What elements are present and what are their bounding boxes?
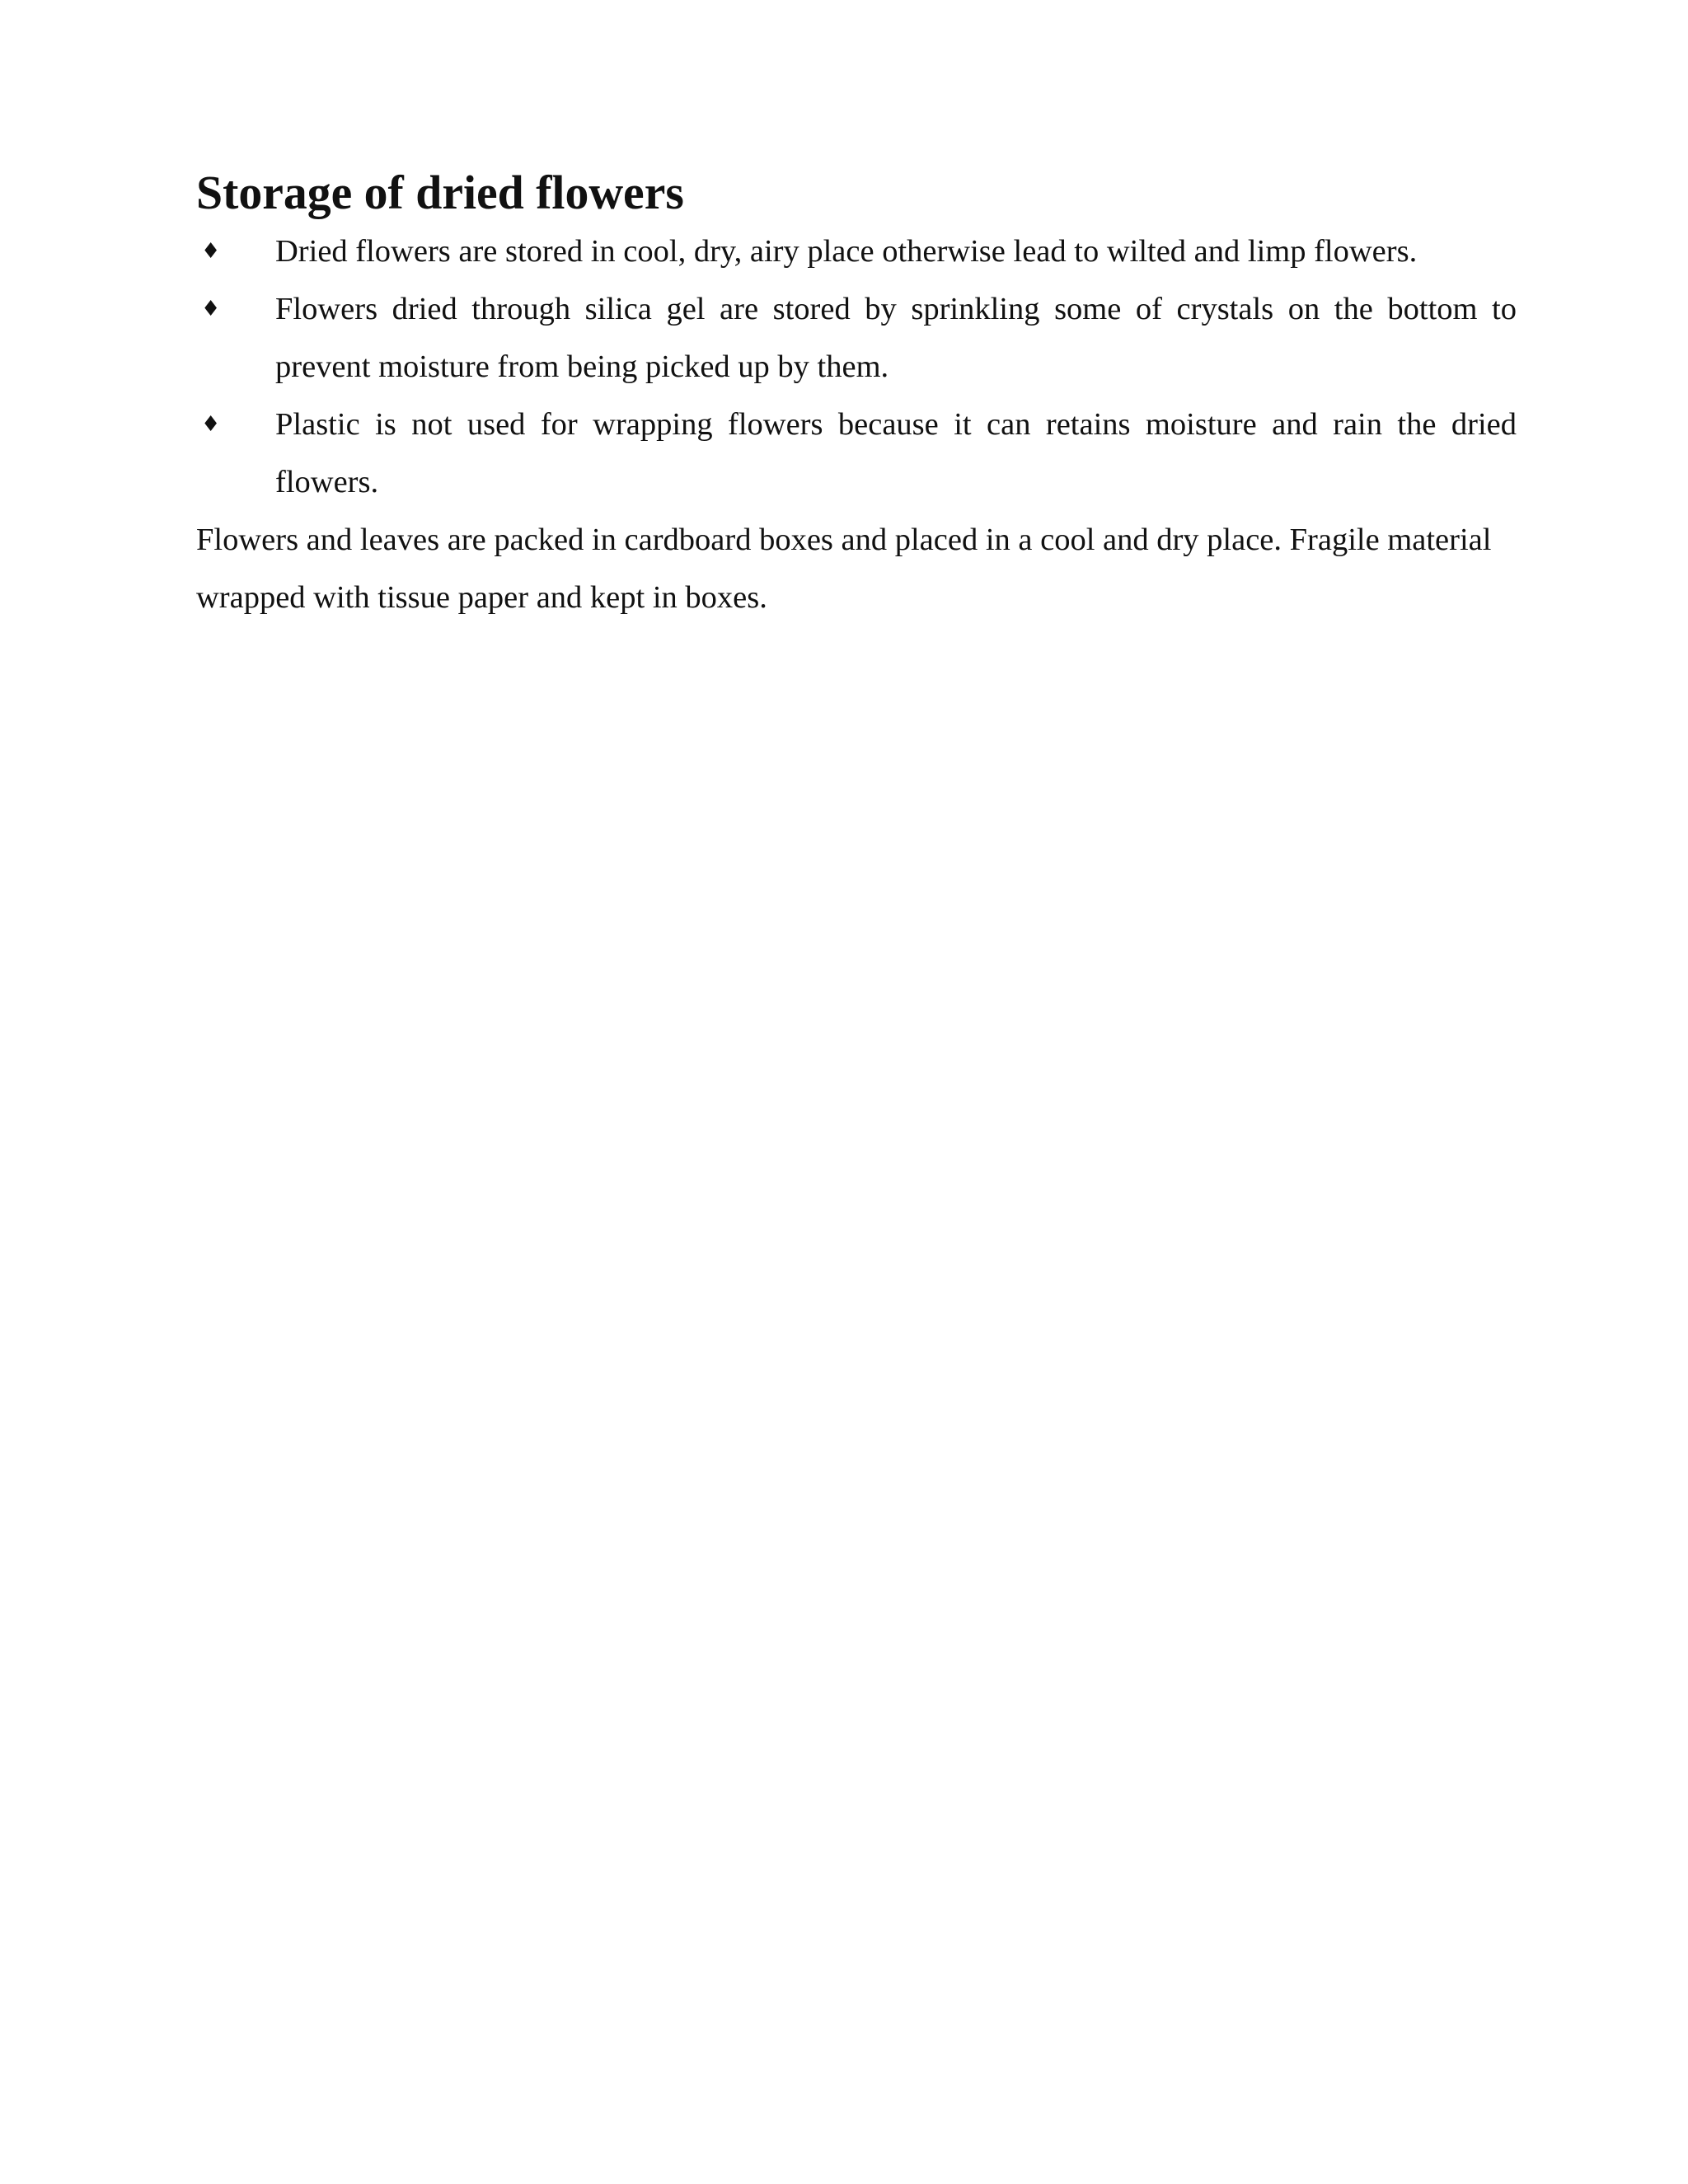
bullet-list	[196, 223, 1517, 511]
body-paragraph: Flowers and leaves are packed in cardboard boxes and placed in a cool and dry place. Fragile material wrapped with tissue paper and kept in boxes.	[196, 523, 1492, 615]
list-item	[196, 223, 1517, 280]
document-page	[196, 165, 1517, 626]
diamond-bullet-icon: ♦	[201, 297, 221, 321]
list-item	[196, 280, 1517, 396]
list-item-text: Dried flowers are stored in cool, dry, airy place otherwise lead to wilted and limp flowers.	[275, 234, 1418, 269]
diamond-bullet-icon: ♦	[201, 239, 221, 264]
diamond-bullet-icon: ♦	[201, 412, 221, 437]
list-item-text: Flowers dried through silica gel are stored by sprinkling some of crystals on the bottom to prevent moisture from being picked up by them.	[275, 292, 1517, 384]
list-item-text: Plastic is not used for wrapping flowers because it can retains moisture and rain the dried flowers.	[275, 407, 1517, 499]
list-item	[196, 396, 1517, 511]
section-heading: Storage of dried flowers	[196, 167, 684, 219]
